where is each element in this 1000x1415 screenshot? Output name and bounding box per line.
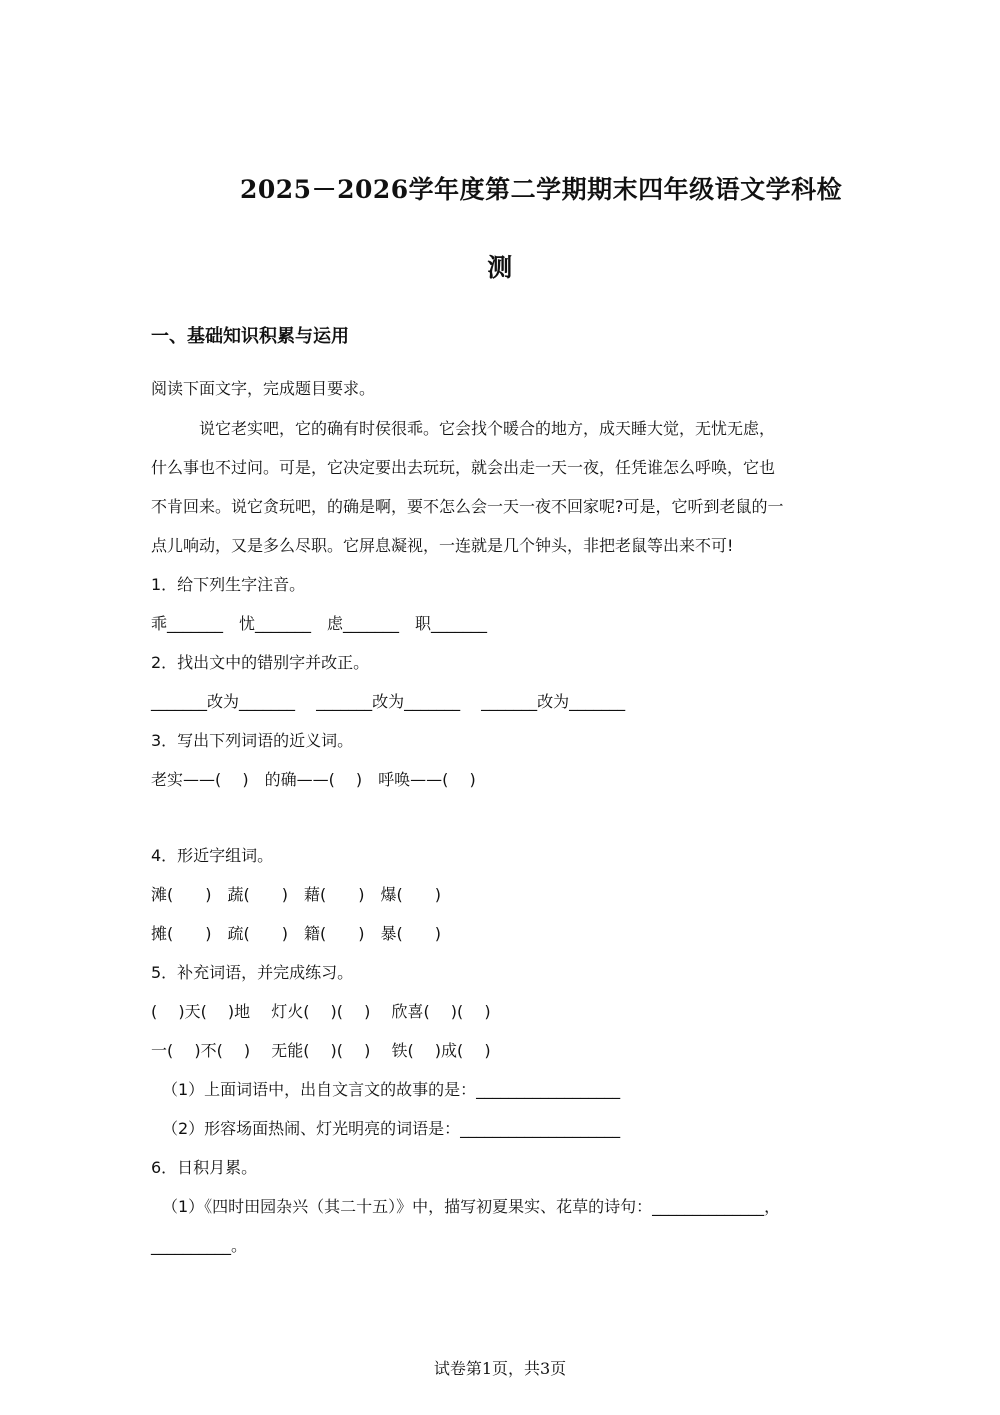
question-6-prompt: 6．日积月累。 <box>151 1158 258 1177</box>
passage-line-4: 点儿响动，又是多么尽职。它屏息凝视，一连就是几个钟头，非把老鼠等出来不可! <box>151 536 734 555</box>
exam-title-line2: 测 <box>487 253 513 282</box>
question-6-sub-1: （1）《四时田园杂兴（其二十五）》中，描写初夏果实、花草的诗句：______________， <box>162 1197 781 1216</box>
question-5-row-2: 一( )不( ) 无能( )( ) 铁( )成( ) <box>151 1041 491 1060</box>
question-6-sub-1-continued: __________。 <box>151 1236 248 1255</box>
question-4-prompt: 4．形近字组词。 <box>151 846 274 865</box>
question-3-answer-line: 老实——( ) 的确——( ) 呼唤——( ) <box>151 770 476 789</box>
exam-title-line1: 2025－2026学年度第二学期期末四年级语文学科检 <box>240 175 843 204</box>
question-1-answer-line: 乖_______ 忧_______ 虑_______ 职_______ <box>151 614 488 633</box>
section-heading: 一、基础知识积累与运用 <box>151 326 349 347</box>
question-5-sub-1: （1）上面词语中，出自文言文的故事的是：__________________ <box>162 1080 621 1099</box>
question-5-row-1: ( )天( )地 灯火( )( ) 欣喜( )( ) <box>151 1002 491 1021</box>
passage-line-3: 不肯回来。说它贪玩吧，的确是啊，要不怎么会一天一夜不回家呢?可是，它听到老鼠的一 <box>151 497 784 516</box>
question-2-answer-line: _______改为_______ _______改为_______ _______改为_______ <box>151 692 626 711</box>
question-5-sub-2: （2）形容场面热闹、灯光明亮的词语是：____________________ <box>162 1119 621 1138</box>
question-4-row-1: 滩( ) 蔬( ) 藉( ) 爆( ) <box>151 885 441 904</box>
reading-instruction: 阅读下面文字，完成题目要求。 <box>151 379 376 398</box>
question-5-prompt: 5．补充词语，并完成练习。 <box>151 963 354 982</box>
question-3-prompt: 3．写出下列词语的近义词。 <box>151 731 354 750</box>
question-2-prompt: 2．找出文中的错别字并改正。 <box>151 653 370 672</box>
question-1-prompt: 1．给下列生字注音。 <box>151 575 306 594</box>
passage-line-1: 说它老实吧，它的确有时侯很乖。它会找个暖合的地方，成天睡大觉，无忧无虑， <box>199 419 776 438</box>
question-4-row-2: 摊( ) 疏( ) 籍( ) 暴( ) <box>151 924 441 943</box>
page-footer: 试卷第1页，共3页 <box>433 1359 567 1378</box>
passage-line-2: 什么事也不过问。可是，它决定要出去玩玩，就会出走一天一夜，任凭谁怎么呼唤，它也 <box>151 458 776 477</box>
